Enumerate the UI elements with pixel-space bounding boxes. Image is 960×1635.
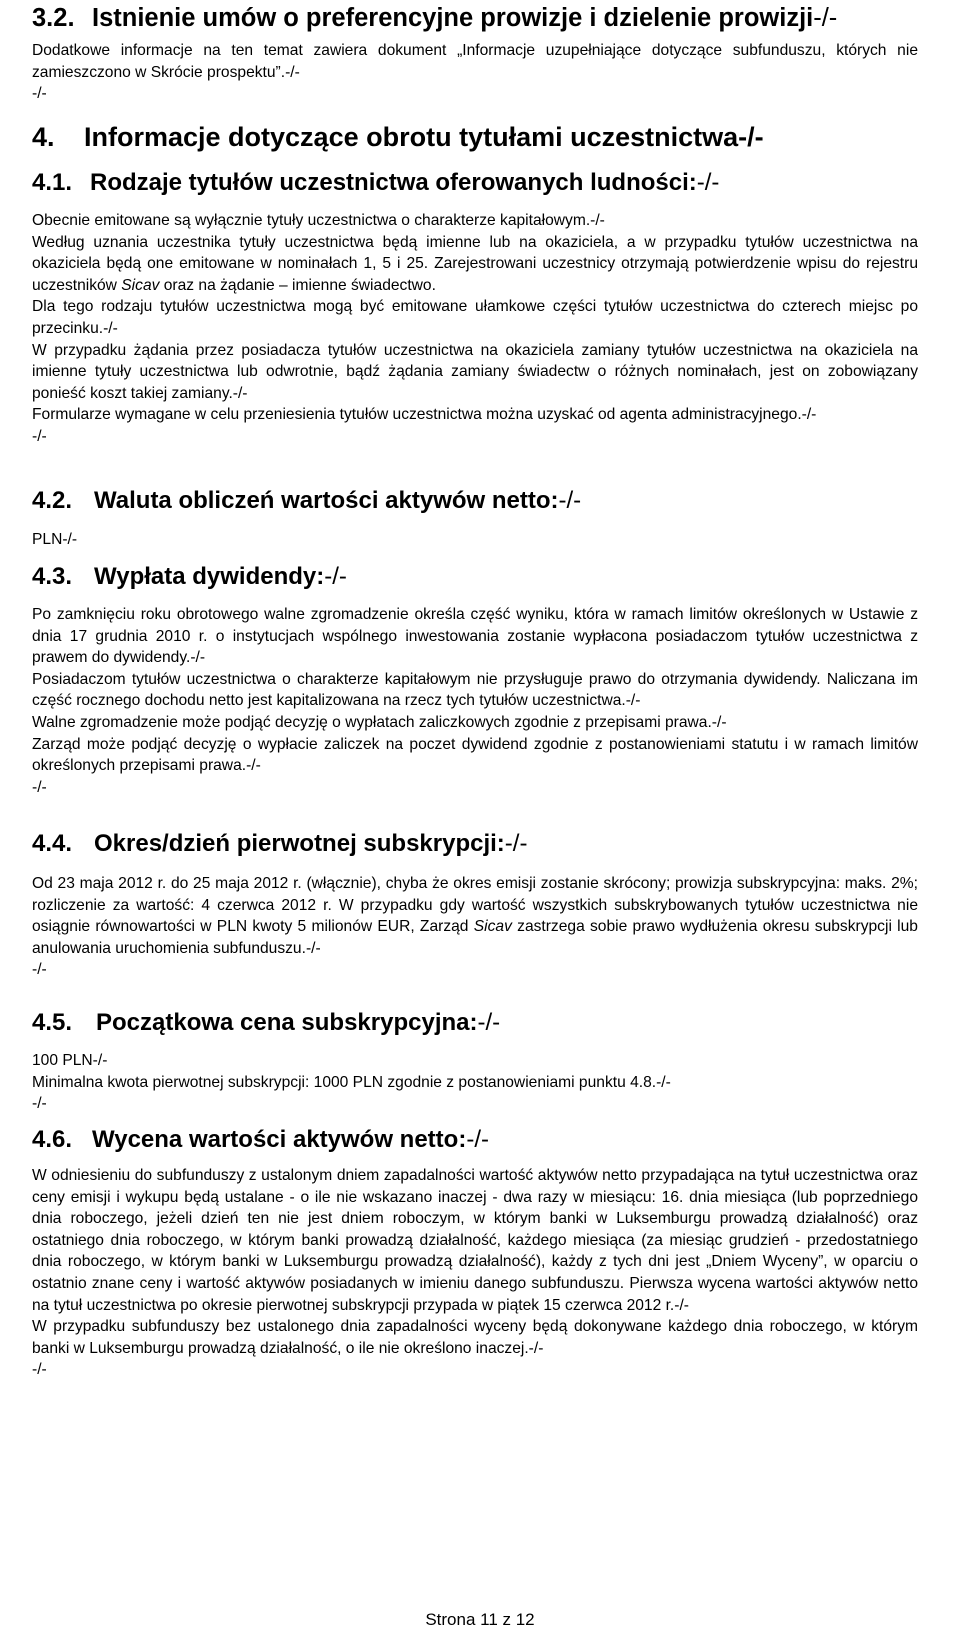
paragraph: 100 PLN-/-	[32, 1052, 108, 1069]
paragraph: Posiadaczom tytułów uczestnictwa o charakterze kapitałowym nie przysługuje prawo do otrzymania dywidendy. Naliczana im część rocznego dochodu netto jest kapitalizowana na rzecz tych tytułów uczestnictwa.-/-	[32, 670, 918, 710]
heading-4-4	[32, 830, 527, 858]
heading-number: 3.2.	[32, 4, 75, 32]
paragraph: Walne zgromadzenie może podjąć decyzję o wypłatach zaliczkowych zgodnie z przepisami prawa.-/-	[32, 713, 727, 731]
section-3-2-body	[32, 40, 918, 105]
paragraph: Dodatkowe informacje na ten temat zawiera dokument „Informacje uzupełniające dotyczące subfunduszu, których nie zamieszczono w Skrócie prospektu”.-/-	[32, 42, 918, 81]
heading-text: Istnienie umów o preferencyjne prowizje i dzielenie prowizji	[92, 4, 814, 32]
heading-4	[32, 122, 764, 153]
heading-text: Rodzaje tytułów uczestnictwa oferowanych ludności:	[90, 169, 697, 196]
paragraph: W przypadku subfunduszy bez ustalonego dnia zapadalności wyceny będą dokonywane każdego dnia roboczego, w którym banki w Luksemburgu prowadzą działalność, o ile nie określono inaczej.-/-	[32, 1318, 918, 1357]
heading-tail: -/-	[477, 1009, 501, 1036]
heading-4-3	[32, 563, 347, 591]
heading-text: Wypłata dywidendy:	[94, 563, 325, 590]
paragraph: -/-	[32, 85, 47, 103]
heading-number: 4.1.	[32, 169, 73, 196]
paragraph: -/-	[32, 778, 47, 796]
paragraph-text: oraz na żądanie – imienne świadectwo.	[159, 276, 436, 294]
paragraph: Dla tego rodzaju tytułów uczestnictwa mogą być emitowane ułamkowe części tytułów uczestnictwa do czterech miejsc po przecinku.-/-	[32, 298, 918, 337]
heading-number: 4.6.	[32, 1126, 73, 1153]
section-4-1-body	[32, 210, 918, 448]
heading-number: 4.	[32, 122, 55, 152]
heading-number: 4.4.	[32, 830, 73, 857]
heading-tail: -/-	[696, 169, 720, 196]
paragraph: -/-	[32, 427, 47, 445]
heading-text: Wycena wartości aktywów netto:	[92, 1126, 467, 1153]
paragraph: Obecnie emitowane są wyłącznie tytuły uczestnictwa o charakterze kapitałowym.-/-	[32, 212, 605, 229]
heading-text: Waluta obliczeń wartości aktywów netto:	[94, 487, 559, 514]
heading-4-2	[32, 487, 581, 515]
heading-4-5	[32, 1009, 500, 1037]
heading-number: 4.5.	[32, 1009, 73, 1036]
paragraph	[32, 232, 918, 297]
section-4-6-body	[32, 1165, 918, 1381]
paragraph: -/-	[32, 1095, 47, 1113]
heading-number: 4.2.	[32, 487, 73, 514]
heading-4-6	[32, 1126, 489, 1154]
paragraph: -/-	[32, 961, 47, 979]
heading-4-1	[32, 169, 719, 197]
paragraph-text: Według uznania uczestnika tytuły uczestnictwa będą imienne lub na okaziciela, a w przypadku tytułów uczestnictwa na okaziciela będą one emitowane w nominałach 1, 5 i 25. Zarejestrowani uczestnicy otrzymają potwierdzenie wpisu do rejestru uczestników	[32, 233, 918, 294]
heading-text: Początkowa cena subskrypcyjna:	[96, 1009, 478, 1036]
sicav-emphasis: Sicav	[121, 276, 160, 294]
heading-text: Okres/dzień pierwotnej subskrypcji:	[94, 830, 505, 857]
heading-tail: -/-	[558, 487, 582, 514]
heading-tail: -/-	[504, 830, 528, 857]
paragraph-text: zastrzega sobie prawo wydłużenia okresu subskrypcji lub anulowania uruchomienia subfunduszu.-/-	[32, 918, 918, 957]
section-4-4-body	[32, 873, 918, 981]
section-4-5-body	[32, 1050, 918, 1115]
heading-3-2	[32, 4, 837, 33]
section-4-3-body	[32, 604, 918, 798]
paragraph: -/-	[32, 1361, 47, 1379]
paragraph: Minimalna kwota pierwotnej subskrypcji: 1000 PLN zgodnie z postanowieniami punktu 4.8.-/-	[32, 1073, 671, 1091]
paragraph	[32, 873, 918, 959]
page-number-footer: Strona 11 z 12	[425, 1610, 535, 1629]
paragraph: W odniesieniu do subfunduszy z ustalonym dniem zapadalności wartość aktywów netto przypadająca na tytuł uczestnictwa oraz ceny emisji i wykupu będą ustalane - o ile nie wskazano inaczej - dwa razy w miesiącu: 16. dnia miesiąca (lub poprzedniego dnia roboczego, jeżeli dzień ten nie jest dniem roboczym, w którym banki w Luksemburgu prowadzą działalność) oraz ostatniego dnia roboczego, w którym banki prowadzą działalność, każdego miesiąca (za miesiąc grudzień - przedostatniego dnia roboczego, w którym banki w Luksemburgu prowadzą działalność), każdy z tych dni jest „Dniem Wyceny”, w oparciu o ostatnio znane ceny i wartość aktywów posiadanych w imieniu danego subfunduszu. Pierwsza wycena wartości aktywów netto na tytuł uczestnictwa po okresie pierwotnej subskrypcji przypada w piątek 15 czerwca 2012 r.-/-	[32, 1167, 918, 1314]
paragraph: Po zamknięciu roku obrotowego walne zgromadzenie określa część wyniku, która w ramach limitów określonych w Ustawie z dnia 17 grudnia 2010 r. o instytucjach wspólnego inwestowania zostanie wypłacona posiadaczom tytułów uczestnictwa z prawem do dywidendy.-/-	[32, 606, 918, 667]
paragraph-text: Od 23 maja 2012 r. do 25 maja 2012 r. (włącznie), chyba że okres emisji zostanie skrócony; prowizja subskrypcyjna: maks. 2%; rozliczenie za wartość: 4 czerwca 2012 r. W przypadku gdy wartość wszystkich subskrybowanych tytułów uczestnictwa nie osiągnie równowartości w PLN kwoty 5 milionów EUR, Zarząd	[32, 875, 918, 936]
heading-text: Informacje dotyczące obrotu tytułami uczestnictwa-/-	[84, 122, 764, 152]
heading-tail: -/-	[324, 563, 347, 590]
paragraph: W przypadku żądania przez posiadacza tytułów uczestnictwa na okaziciela zamiany tytułów uczestnictwa na okaziciela na imienne tytuły uczestnictwa lub odwrotnie, bądź żądania zamiany świadectw o różnych nominałach, jest on zobowiązany ponieść koszt takiej zamiany.-/-	[32, 341, 918, 402]
heading-number: 4.3.	[32, 563, 73, 590]
paragraph: Formularze wymagane w celu przeniesienia tytułów uczestnictwa można uzyskać od agenta administracyjnego.-/-	[32, 406, 817, 424]
heading-tail: -/-	[466, 1126, 489, 1153]
paragraph: Zarząd może podjąć decyzję o wypłacie zaliczek na poczet dywidend zgodnie z postanowieniami statutu i w ramach limitów określonych przepisami prawa.-/-	[32, 735, 918, 775]
heading-tail: -/-	[813, 4, 838, 32]
sicav-emphasis: Sicav	[473, 918, 512, 936]
currency-value: PLN-/-	[32, 531, 78, 548]
